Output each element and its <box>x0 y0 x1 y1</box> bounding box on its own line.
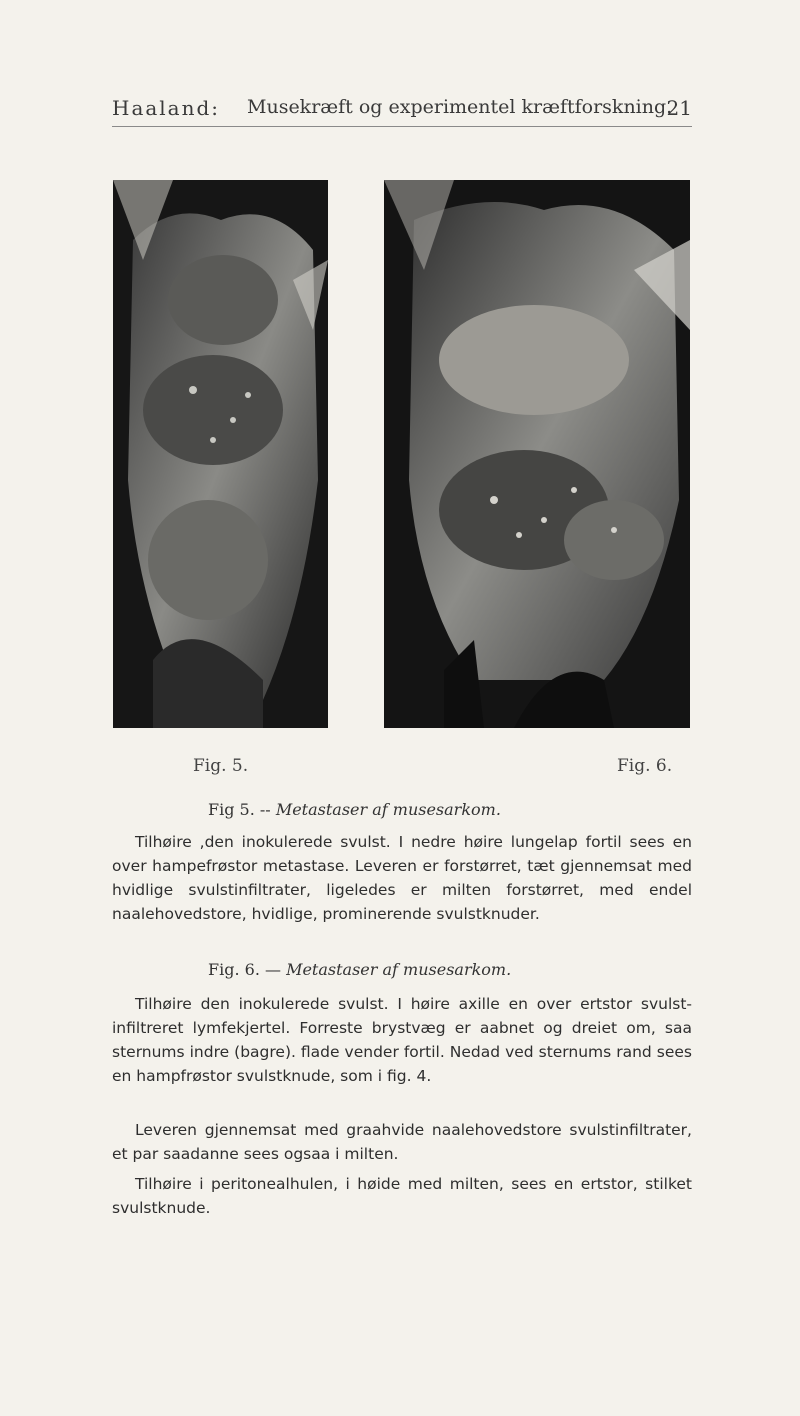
caption-6-para-3 <box>112 1172 692 1220</box>
caption-6-para-3-text: Tilhøire i peritonealhulen, i høide med milten, sees en ertstor, stilket svulstknude. <box>112 1175 692 1217</box>
figure-6-label: Fig. 6. <box>617 756 673 776</box>
caption-5-body: Tilhøire ,den inokulerede svulst. I nedre høire lungelap fortil sees en over hampefrøstor metastase. Leveren er forstørret, tæt gjennemsat med hvidlige svulstinfiltrater, ligeledes er milten forstørret, med endel naalehovedstore, hvidlige, prominerende svulstknuder. <box>112 833 692 923</box>
caption-5-prefix: Fig 5. -- <box>208 800 271 819</box>
caption-6-para-1-text: Tilhøire den inokulerede svulst. I høire axille en over ertstor svulst-infiltreret lymfekjertel. Forreste brystvæg er aabnet og dreiet om, saa sternums indre (bagre). flade vender fortil. Nedad ved sternums rand sees en hampfrøstor svulstknude, som i fig. 4. <box>112 995 692 1085</box>
caption-5-text <box>112 830 692 926</box>
caption-6-heading <box>208 960 511 979</box>
header-title: Musekræft og experimentel kræftforskning. <box>247 96 673 118</box>
caption-5-heading <box>208 800 501 819</box>
figure-6-photo <box>384 180 690 728</box>
running-head <box>112 96 692 127</box>
caption-5-title: Metastaser af musesarkom. <box>275 800 501 819</box>
caption-6-para-2 <box>112 1118 692 1166</box>
figure-5-label: Fig. 5. <box>193 756 249 776</box>
caption-6-prefix: Fig. 6. — <box>208 960 281 979</box>
figure-5-photo <box>113 180 328 728</box>
caption-6-title: Metastaser af musesarkom. <box>286 960 512 979</box>
header-author: Haaland: <box>112 96 221 120</box>
caption-6-para-1 <box>112 992 692 1088</box>
page-number: 21 <box>666 96 692 120</box>
caption-6-para-2-text: Leveren gjennemsat med graahvide naalehovedstore svulstinfiltrater, et par saadanne sees ogsaa i milten. <box>112 1121 692 1163</box>
